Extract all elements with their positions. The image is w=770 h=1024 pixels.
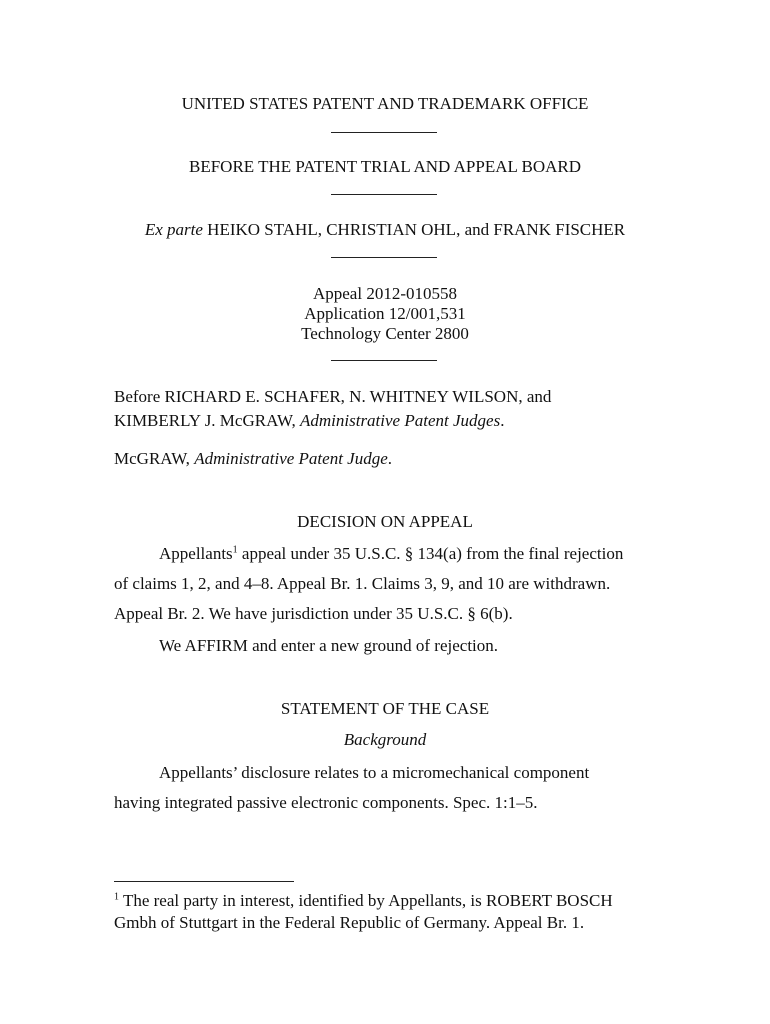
ex-parte-label: Ex parte bbox=[144, 220, 203, 239]
statement-heading: STATEMENT OF THE CASE bbox=[280, 699, 490, 718]
background-subheading: Background bbox=[343, 730, 427, 749]
decision-paragraph-line-3: Appeal Br. 2. We have jurisdiction under 35 U.S.C. § 6(b). bbox=[114, 604, 513, 623]
decision-paragraph-line-2: of claims 1, 2, and 4–8. Appeal Br. 1. Claims 3, 9, and 10 are withdrawn. bbox=[114, 574, 611, 593]
divider-rule bbox=[331, 257, 437, 258]
panel-line-2 bbox=[114, 411, 504, 431]
panel-line-1: Before RICHARD E. SCHAFER, N. WHITNEY WILSON, and bbox=[114, 387, 552, 406]
author-line bbox=[114, 449, 392, 469]
footnote-line-1 bbox=[114, 891, 613, 911]
panel-title: Administrative Patent Judges bbox=[300, 411, 501, 430]
decision-paragraph-rest: appeal under 35 U.S.C. § 134(a) from the final rejection bbox=[237, 544, 624, 563]
divider-rule bbox=[331, 194, 437, 195]
background-line-2: having integrated passive electronic components. Spec. 1:1–5. bbox=[114, 793, 538, 812]
author-title: Administrative Patent Judge bbox=[194, 449, 388, 468]
footnote-text: The real party in interest, identified by Appellants, is ROBERT BOSCH bbox=[119, 891, 613, 910]
author-period: . bbox=[387, 449, 393, 468]
application-number: Application 12/001,531 bbox=[304, 304, 466, 323]
decision-heading: DECISION ON APPEAL bbox=[297, 512, 473, 531]
appeal-number: Appeal 2012-010558 bbox=[312, 284, 457, 303]
parties-line bbox=[0, 220, 770, 240]
decision-paragraph-2: We AFFIRM and enter a new ground of rejection. bbox=[159, 636, 499, 655]
technology-center: Technology Center 2800 bbox=[301, 324, 469, 343]
footnote-divider bbox=[114, 881, 294, 882]
footnote-line-2: Gmbh of Stuttgart in the Federal Republic of Germany. Appeal Br. 1. bbox=[114, 913, 585, 932]
panel-period: . bbox=[500, 411, 505, 430]
panel-names: KIMBERLY J. McGRAW, bbox=[114, 411, 300, 430]
footnote-ref: 1 bbox=[232, 544, 238, 556]
background-line-1: Appellants’ disclosure relates to a micromechanical component bbox=[159, 763, 590, 782]
divider-rule bbox=[331, 360, 437, 361]
footnote-marker: 1 bbox=[114, 891, 119, 903]
divider-rule bbox=[331, 132, 437, 133]
parties-names: HEIKO STAHL, CHRISTIAN OHL, and FRANK FISCHER bbox=[207, 220, 626, 239]
office-heading: UNITED STATES PATENT AND TRADEMARK OFFICE bbox=[181, 94, 589, 113]
appellants-word: Appellants bbox=[159, 544, 233, 563]
author-name: McGRAW, bbox=[114, 449, 195, 468]
board-heading: BEFORE THE PATENT TRIAL AND APPEAL BOARD bbox=[189, 157, 581, 176]
decision-paragraph-line-1 bbox=[159, 544, 623, 564]
